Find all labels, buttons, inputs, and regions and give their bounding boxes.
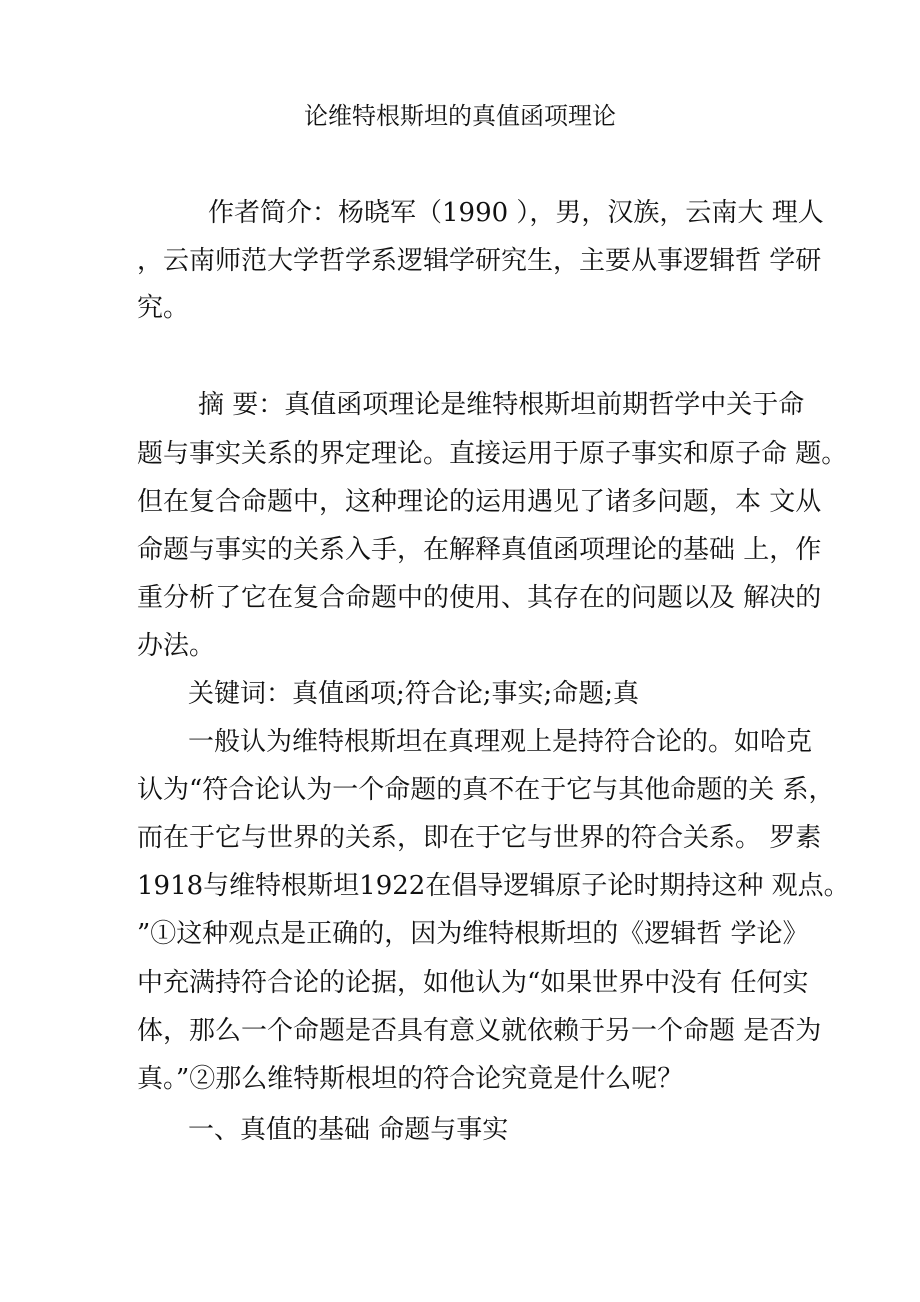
author-line-2: ，云南师范大学哲学系逻辑学研究生，主要从事逻辑哲 学研 — [137, 246, 822, 276]
abstract-line-1: 摘 要：真值函项理论是维特根斯坦前期哲学中关于命 — [198, 390, 805, 420]
abstract-line-2: 题与事实关系的界定理论。直接运用于原子事实和原子命 题。 — [137, 439, 848, 469]
body-line-2: 认为“符合论认为一个命题的真不在于它与其他命题的关 系， — [137, 775, 835, 805]
section-heading: 一、真值的基础 命题与事实 — [188, 1115, 509, 1145]
author-line-1: 作者简介：杨晓军（1990 ），男，汉族，云南大 理人 — [208, 198, 824, 228]
body-line-1: 一般认为维特根斯坦在真理观上是持符合论的。如哈克 — [188, 727, 813, 757]
keywords-line: 关键词：真值函项;符合论;事实;命题;真 — [188, 679, 640, 709]
body-line-8: 真。”②那么维特斯根坦的符合论究竟是什么呢？ — [137, 1064, 684, 1094]
document-title: 论维特根斯坦的真值函项理论 — [304, 102, 616, 130]
abstract-line-3: 但在复合命题中，这种理论的运用遇见了诸多问题，本 文从 — [137, 487, 822, 517]
author-line-3: 究。 — [137, 293, 190, 323]
body-line-7: 体，那么一个命题是否具有意义就依赖于另一个命题 是否为 — [137, 1016, 822, 1046]
abstract-line-5: 重分析了它在复合命题中的使用、其存在的问题以及 解决的 — [137, 583, 822, 613]
abstract-line-6: 办法。 — [137, 631, 216, 661]
body-line-4: 1918与维特根斯坦1922在倡导逻辑原子论时期持这种 观点。 — [137, 871, 850, 901]
abstract-line-4: 命题与事实的关系入手，在解释真值函项理论的基础 上，作 — [137, 535, 822, 565]
body-line-5: ”①这种观点是正确的，因为维特根斯坦的《逻辑哲 学论》 — [137, 919, 809, 949]
body-line-6: 中充满持符合论的论据，如他认为“如果世界中没有 任何实 — [137, 968, 809, 998]
body-line-3: 而在于它与世界的关系，即在于它与世界的符合关系。 罗素 — [137, 823, 822, 853]
